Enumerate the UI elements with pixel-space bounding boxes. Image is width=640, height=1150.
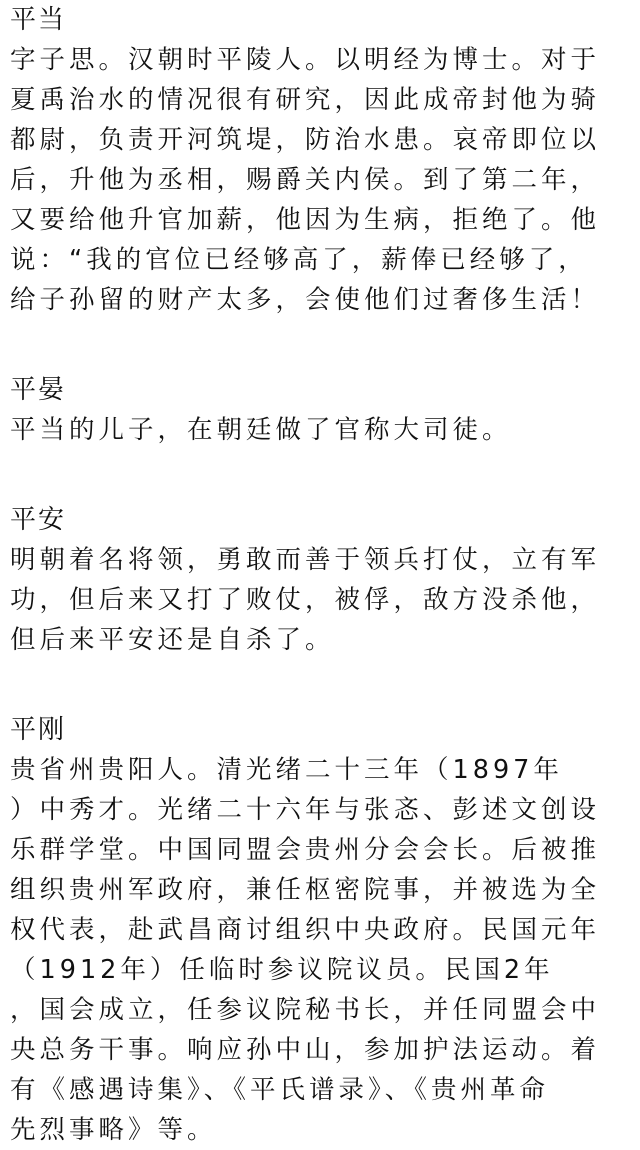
entry-title: 平刚 <box>10 715 67 745</box>
text-line: ，国会成立，任参议院秘书长，并任同盟会中 <box>10 995 601 1025</box>
text-line: 又要给他升官加薪，他因为生病，拒绝了。他 <box>10 205 601 235</box>
paragraph-gap <box>10 660 632 710</box>
entry-ping-gang <box>10 710 632 1150</box>
entry-ping-dang <box>10 0 632 320</box>
text-line: （1912年）任临时参议院议员。民国2年 <box>10 955 554 985</box>
entry-title: 平安 <box>10 505 67 535</box>
text-line: 都尉，负责开河筑堤，防治水患。哀帝即位以 <box>10 125 601 155</box>
text-line: 先烈事略》等。 <box>10 1115 217 1145</box>
entry-title: 平当 <box>10 5 67 35</box>
text-line: 功，但后来又打了败仗，被俘，敌方没杀他， <box>10 585 601 615</box>
document-page <box>10 0 632 1150</box>
text-line: 平当的儿子，在朝廷做了官称大司徒。 <box>10 415 512 445</box>
entry-ping-an <box>10 500 632 660</box>
text-line: 后，升他为丞相，赐爵关内侯。到了第二年， <box>10 165 601 195</box>
entry-title: 平晏 <box>10 375 67 405</box>
text-line: 贵省州贵阳人。清光绪二十三年（1897年 <box>10 755 563 785</box>
text-line: 乐群学堂。中国同盟会贵州分会会长。后被推 <box>10 835 601 865</box>
text-line: 组织贵州军政府，兼任枢密院事，并被选为全 <box>10 875 601 905</box>
text-line: 但后来平安还是自杀了。 <box>10 625 335 655</box>
text-line: 给子孙留的财产太多，会使他们过奢侈生活！ <box>10 285 601 315</box>
text-line: ）中秀才。光绪二十六年与张忞、彭述文创设 <box>10 795 601 825</box>
entry-ping-yan <box>10 370 632 450</box>
text-line: 有《感遇诗集》、《平氏谱录》、《贵州革命 <box>10 1075 550 1105</box>
text-line: 夏禹治水的情况很有研究，因此成帝封他为骑 <box>10 85 601 115</box>
text-line: 字子思。汉朝时平陵人。以明经为博士。对于 <box>10 45 601 75</box>
text-line: 说：“我的官位已经够高了，薪俸已经够了， <box>10 245 588 275</box>
paragraph-gap <box>10 320 632 370</box>
text-line: 权代表，赴武昌商讨组织中央政府。民国元年 <box>10 915 601 945</box>
text-line: 央总务干事。响应孙中山，参加护法运动。着 <box>10 1035 601 1065</box>
paragraph-gap <box>10 450 632 500</box>
text-line: 明朝着名将领，勇敢而善于领兵打仗，立有军 <box>10 545 601 575</box>
